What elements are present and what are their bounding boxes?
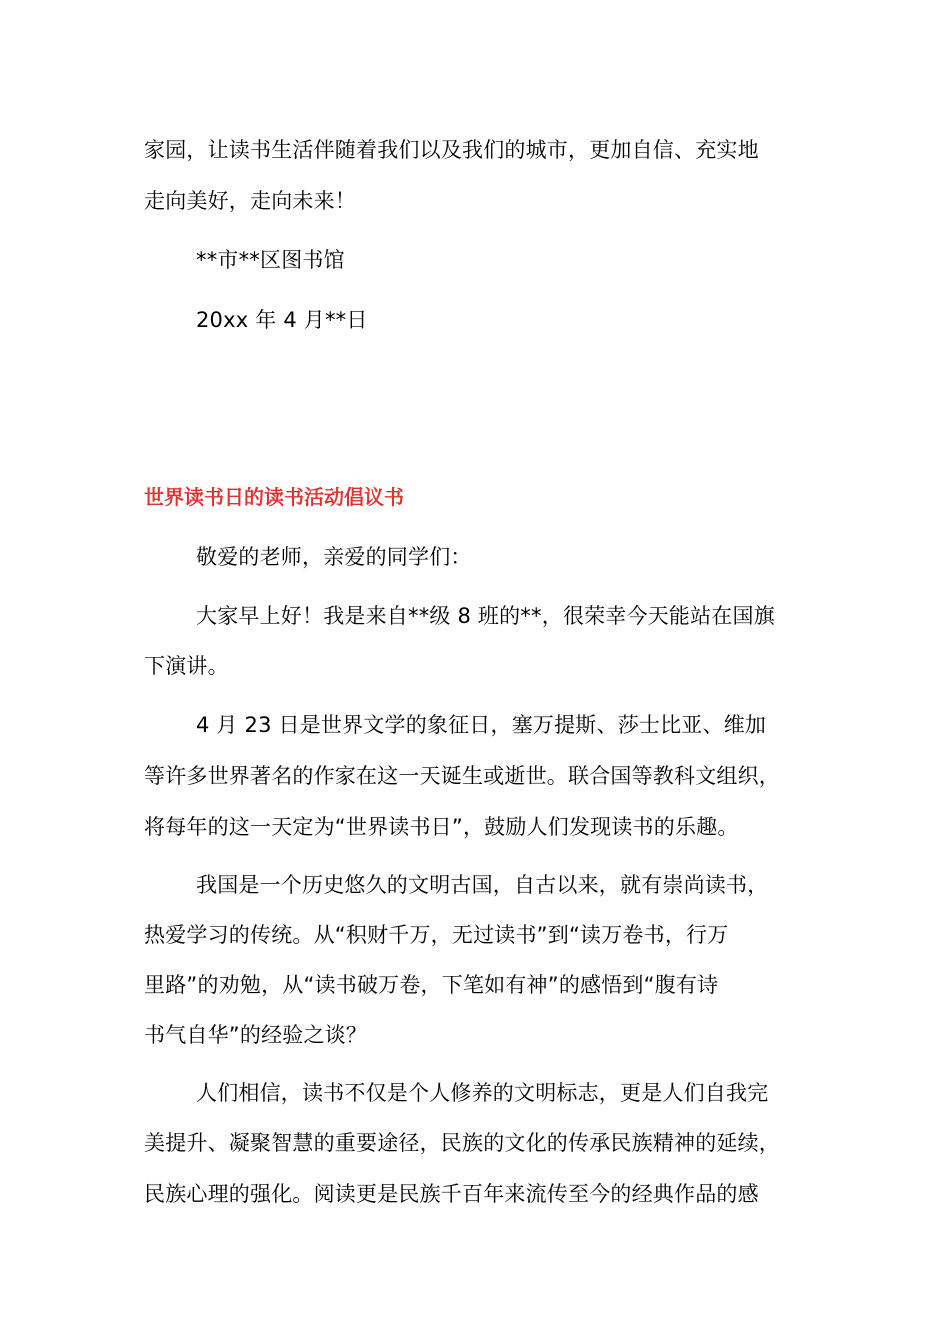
- paragraph-line: 美提升、凝聚智慧的重要途径，民族的文化的传承民族精神的延续，: [144, 1131, 780, 1155]
- paragraph-line: 下演讲。: [144, 654, 229, 678]
- paragraph-line: 大家早上好！我是来自**级 8 班的**，很荣幸今天能站在国旗: [196, 604, 775, 628]
- paragraph-line: 热爱学习的传统。从“积财千万，无过读书”到“读万卷书，行万: [144, 923, 729, 947]
- paragraph-line: 将每年的这一天定为“世界读书日”，鼓励人们发现读书的乐趣。: [144, 815, 739, 839]
- document-title: 世界读书日的读书活动倡议书: [144, 485, 404, 509]
- paragraph-line: 人们相信，读书不仅是个人修养的文明标志，更是人们自我完: [196, 1081, 769, 1105]
- greeting-line: 敬爱的老师，亲爱的同学们：: [196, 545, 472, 569]
- paragraph-line: 民族心理的强化。阅读更是民族千百年来流传至今的经典作品的感: [144, 1182, 759, 1206]
- paragraph-line: 书气自华”的经验之谈？: [144, 1023, 368, 1047]
- paragraph-line: 4 月 23 日是世界文学的象征日，塞万提斯、莎士比亚、维加: [196, 713, 767, 737]
- signature-line: **市**区图书馆: [196, 248, 345, 272]
- body-text-line: 走向美好，走向未来！: [144, 189, 356, 213]
- body-text-line: 家园，让读书生活伴随着我们以及我们的城市，更加自信、充实地: [144, 138, 759, 162]
- paragraph-line: 里路”的劝勉，从“读书破万卷，下笔如有神”的感悟到“腹有诗: [144, 973, 719, 997]
- paragraph-line: 等许多世界著名的作家在这一天诞生或逝世。联合国等教科文组织，: [144, 764, 780, 788]
- paragraph-line: 我国是一个历史悠久的文明古国，自古以来，就有崇尚读书，: [196, 873, 769, 897]
- date-line: 20xx 年 4 月**日: [196, 308, 368, 332]
